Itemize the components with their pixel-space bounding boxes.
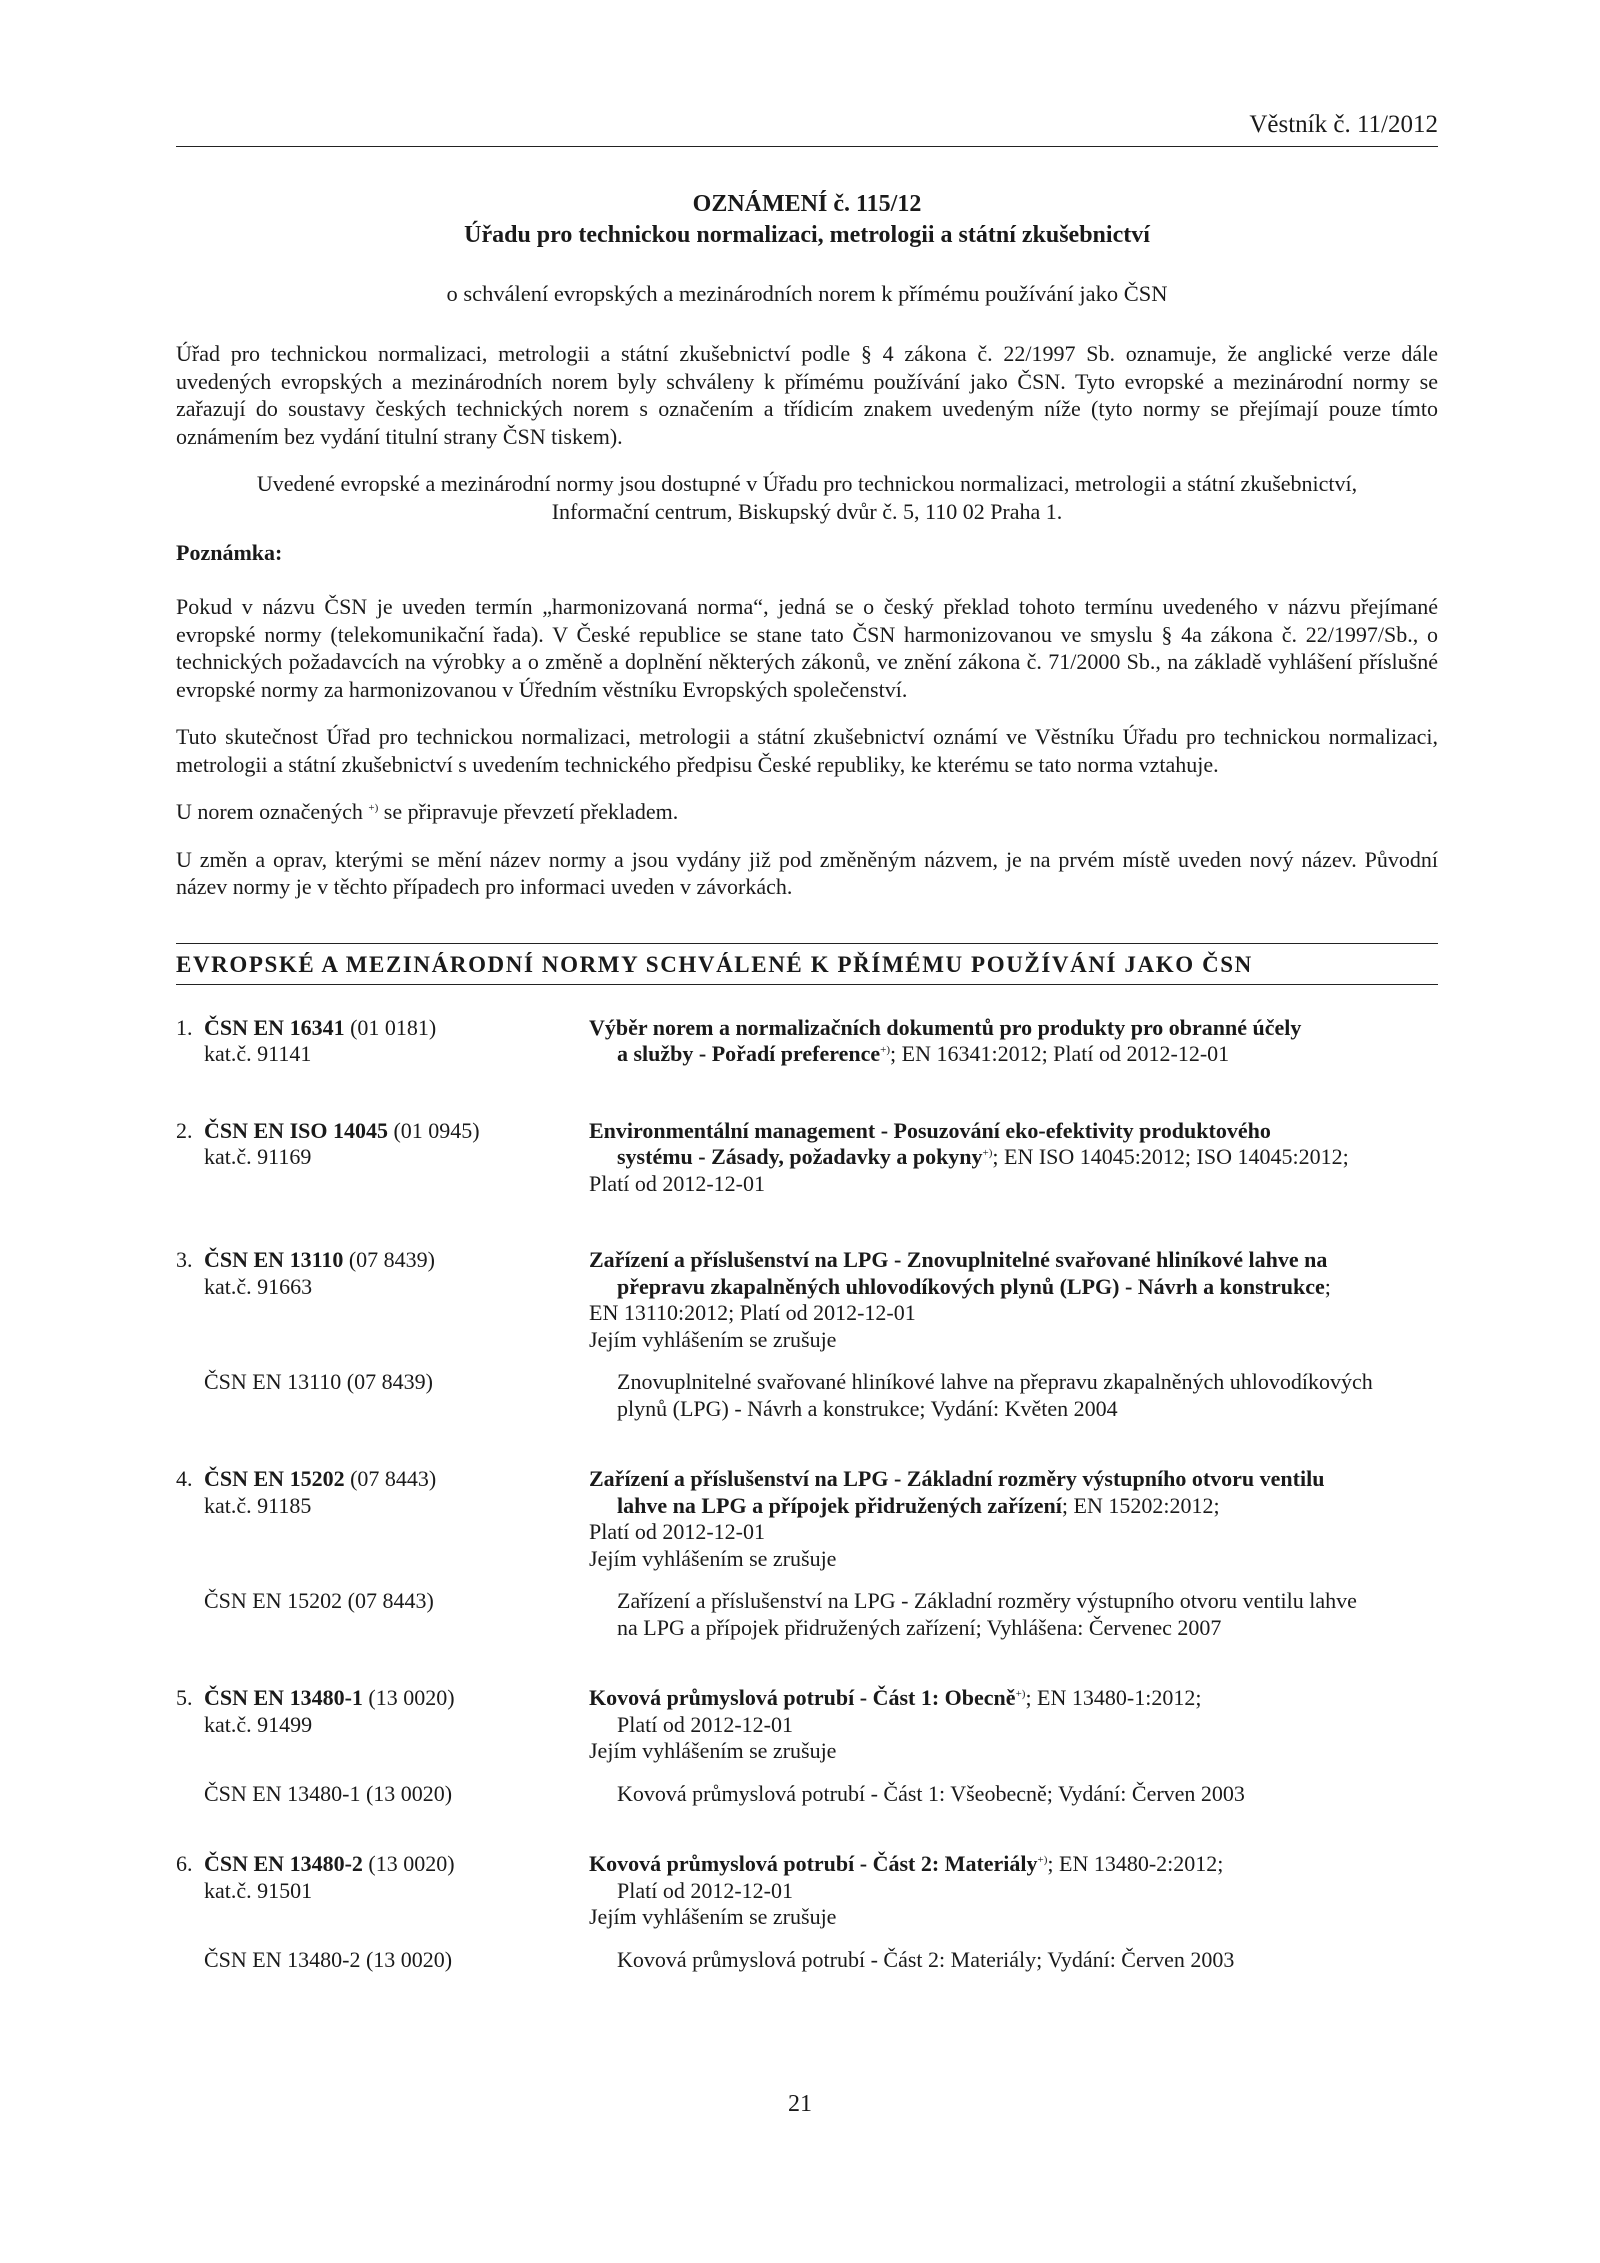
norm-code: ČSN EN 15202: [204, 1466, 345, 1491]
catalog-number: kat.č. 91663: [204, 1273, 313, 1299]
norm-number: 6.: [176, 1851, 193, 1876]
norm-title: Kovová průmyslová potrubí - Část 1: Obecně: [589, 1685, 1016, 1710]
norm-cancels-label: Jejím vyhlášením se zrušuje: [589, 1904, 837, 1929]
section-header: [176, 943, 1438, 985]
norm-number: 5.: [176, 1685, 193, 1710]
norm-validity: Platí od 2012-12-01: [617, 1877, 793, 1903]
address-line: Informační centrum, Biskupský dvůr č. 5, 110 02 Praha 1.: [551, 498, 1063, 524]
norm-details: ; EN 16341:2012; Platí od 2012-12-01: [890, 1041, 1230, 1066]
replaced-norm-title: Kovová průmyslová potrubí - Část 2: Materiály; Vydání: Červen 2003: [617, 1946, 1235, 1972]
norm-code: ČSN EN 13480-1: [204, 1685, 363, 1710]
availability-paragraph: [176, 470, 1438, 525]
norm-class: (07 8439): [348, 1247, 436, 1272]
norm-entry-1: [176, 1015, 1438, 1068]
norm-code: ČSN EN 16341: [204, 1014, 345, 1040]
note-paragraph-journal: Tuto skutečnost Úřad pro technickou normalizaci, metrologii a státní zkušebnictví oznámí ve Věstníku Úřadu pro technickou normalizaci, metrologii a státní zkušebnictví s uvedením technického předpisu České republiky, ke kterému se tato norma vztahuje.: [176, 724, 1438, 777]
norm-class: (01 0945): [393, 1117, 480, 1143]
section-title: EVROPSKÉ A MEZINÁRODNÍ NORMY SCHVÁLENÉ K PŘÍMÉMU POUŽÍVÁNÍ JAKO ČSN: [176, 951, 1253, 977]
announcement-title: OZNÁMENÍ č. 115/12: [692, 191, 922, 217]
replaced-norm-title: Kovová průmyslová potrubí - Část 1: Všeobecně; Vydání: Červen 2003: [617, 1780, 1245, 1806]
replaced-norm-title-line-1: Zařízení a příslušenství na LPG - Základní rozměry výstupního otvoru ventilu lahve: [617, 1588, 1357, 1613]
plus-mark: +): [1037, 1854, 1048, 1866]
availability-line: Uvedené evropské a mezinárodní normy jsou dostupné v Úřadu pro technickou normalizaci, metrologii a státní zkušebnictví,: [256, 471, 1358, 496]
norm-details: ;: [1324, 1273, 1331, 1299]
replaced-norm-code: ČSN EN 15202 (07 8443): [204, 1588, 434, 1613]
norm-cancels-label: Jejím vyhlášením se zrušuje: [589, 1326, 837, 1352]
norm-number: 2.: [176, 1117, 193, 1143]
norm-validity: Platí od 2012-12-01: [589, 1519, 765, 1544]
plus-mark: +): [1015, 1688, 1026, 1700]
norm-entry-5: [176, 1685, 1438, 1807]
note-paragraph-amendments: U změn a oprav, kterými se mění název normy a jsou vydány již pod změněným názvem, je na prvém místě uveden nový název. Původní název normy je v těchto případech pro informaci uveden v závorkách.: [176, 846, 1438, 899]
catalog-number: kat.č. 91185: [204, 1492, 312, 1518]
norm-validity: Platí od 2012-12-01: [589, 1170, 765, 1196]
norm-number: 1.: [176, 1014, 193, 1040]
norm-entry-4: [176, 1466, 1438, 1641]
journal-header: Věstník č. 11/2012: [1249, 111, 1438, 138]
norm-title: Environmentální management - Posuzování eko-efektivity produktového: [589, 1117, 1271, 1143]
note-translation-text-a: U norem označených: [176, 799, 369, 824]
norm-details: ; EN 13480-2:2012;: [1047, 1851, 1224, 1876]
norm-details: ; EN 13480-1:2012;: [1025, 1685, 1202, 1710]
catalog-number: kat.č. 91169: [204, 1144, 312, 1169]
page-number: 21: [788, 2091, 812, 2117]
catalog-number: kat.č. 91499: [204, 1711, 313, 1737]
note-paragraph-harmonized: Pokud v názvu ČSN je uveden termín „harmonizovaná norma“, jedná se o český překlad tohoto termínu uvedeného v názvu přejímané evropské normy (telekomunikační řada). V České republice se stane tato ČSN harmonizovanou ve smyslu § 4a zákona č. 22/1997/Sb., o technických požadavcích na výrobky a o změně a doplnění některých zákonů, ve znění zákona č. 71/2000 Sb., na základě vyhlášení příslušné evropské normy za harmonizovanou v Úředním věstníku Evropských společenství.: [176, 594, 1438, 702]
replaced-norm-title: [617, 1588, 1466, 1641]
norm-class: (13 0020): [368, 1851, 455, 1876]
norm-title-cont: přepravu zkapalněných uhlovodíkových plynů (LPG) - Návrh a konstrukce: [617, 1273, 1325, 1299]
norm-validity: Platí od 2012-12-01: [617, 1711, 793, 1737]
catalog-number: kat.č. 91501: [204, 1877, 313, 1903]
norm-validity: EN 13110:2012; Platí od 2012-12-01: [589, 1300, 916, 1325]
norm-class: (13 0020): [368, 1685, 455, 1710]
replaced-norm-title-line-1: Znovuplnitelné svařované hliníkové lahve na přepravu zkapalněných uhlovodíkových: [617, 1369, 1373, 1394]
norm-class: (07 8443): [350, 1466, 437, 1491]
norm-number: 4.: [176, 1466, 193, 1491]
norm-details: ; EN 15202:2012;: [1061, 1492, 1220, 1518]
plus-mark: +): [368, 802, 379, 814]
norm-class: (01 0181): [350, 1014, 437, 1040]
note-paragraph-translation: [176, 798, 1438, 826]
norm-title-cont: lahve na LPG a přípojek přidružených zařízení: [617, 1492, 1062, 1518]
replaced-norm-title: [617, 1369, 1466, 1422]
intro-paragraph: Úřad pro technickou normalizaci, metrologii a státní zkušebnictví podle § 4 zákona č. 22/1997 Sb. oznamuje, že anglické verze dále uvedených evropských a mezinárodních norem byly schváleny k přímému používání jako ČSN. Tyto evropské a mezinárodní normy se zařazují do soustavy českých technických norem s označením a třídicím znakem uvedeným níže (tyto normy se přejímají pouze tímto oznámením bez vydání titulní strany ČSN tiskem).: [176, 341, 1438, 449]
header-rule: [176, 146, 1438, 147]
replaced-norm-code: ČSN EN 13480-2 (13 0020): [204, 1946, 453, 1972]
plus-mark: +): [880, 1044, 891, 1056]
announcement-subject: o schválení evropských a mezinárodních norem k přímému používání jako ČSN: [446, 281, 1168, 306]
norm-entry-2: [176, 1118, 1438, 1198]
norm-entry-3: [176, 1247, 1438, 1422]
catalog-number: kat.č. 91141: [204, 1041, 312, 1066]
note-heading: Poznámka:: [176, 540, 283, 565]
norm-title: Zařízení a příslušenství na LPG - Znovuplnitelné svařované hliníkové lahve na: [589, 1247, 1328, 1272]
norm-title-cont: systému - Zásady, požadavky a pokyny: [617, 1144, 983, 1169]
note-translation-text-b: se připravuje převzetí překladem.: [378, 799, 679, 824]
norm-entry-6: [176, 1851, 1438, 1973]
norm-title: Výběr norem a normalizačních dokumentů pro produkty pro obranné účely: [589, 1014, 1302, 1040]
norm-cancels-label: Jejím vyhlášením se zrušuje: [589, 1545, 837, 1571]
announcement-issuer: Úřadu pro technickou normalizaci, metrologii a státní zkušebnictví: [464, 222, 1150, 248]
norm-title: Zařízení a příslušenství na LPG - Základní rozměry výstupního otvoru ventilu: [589, 1466, 1325, 1491]
norm-code: ČSN EN 13110: [204, 1247, 344, 1272]
norm-code: ČSN EN 13480-2: [204, 1851, 363, 1876]
replaced-norm-code: ČSN EN 13110 (07 8439): [204, 1369, 433, 1394]
replaced-norm-title-line-2: na LPG a přípojek přidružených zařízení; Vyhlášena: Červenec 2007: [617, 1614, 1222, 1640]
replaced-norm-title-line-2: plynů (LPG) - Návrh a konstrukce; Vydání: Květen 2004: [617, 1395, 1118, 1421]
replaced-norm-code: ČSN EN 13480-1 (13 0020): [204, 1780, 453, 1806]
norm-number: 3.: [176, 1247, 193, 1272]
norm-title: Kovová průmyslová potrubí - Část 2: Materiály: [589, 1851, 1038, 1876]
norm-cancels-label: Jejím vyhlášením se zrušuje: [589, 1738, 837, 1763]
plus-mark: +): [982, 1147, 993, 1159]
document-page: [176, 110, 1438, 1973]
norm-code: ČSN EN ISO 14045: [204, 1117, 388, 1143]
norm-title-cont: a služby - Pořadí preference: [617, 1041, 881, 1066]
norm-details: ; EN ISO 14045:2012; ISO 14045:2012;: [992, 1144, 1349, 1169]
